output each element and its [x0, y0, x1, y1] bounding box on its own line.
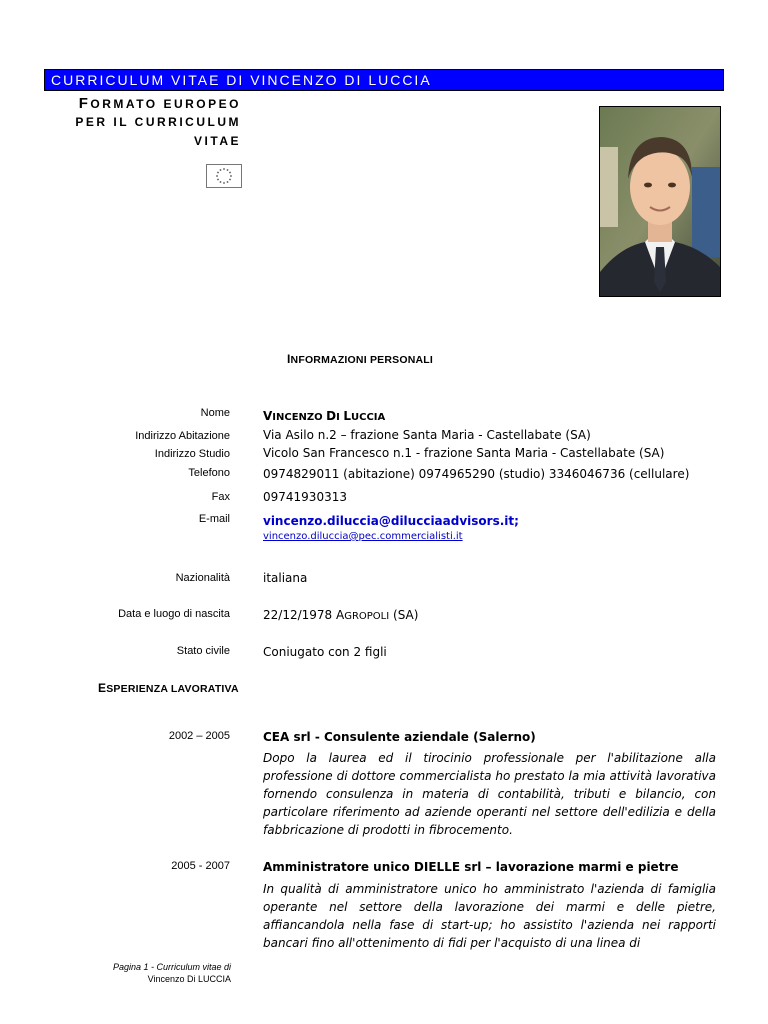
format-line-3: VITAE — [194, 134, 241, 148]
name-value: VINCENZO DI LUCCIA — [263, 409, 386, 423]
experience-title: Amministratore unico DIELLE srl – lavorazione marmi e pietre — [263, 860, 679, 874]
studio-address-value: Vicolo San Francesco n.1 - frazione Santa Maria - Castellabate (SA) — [263, 446, 665, 460]
phone-label: Telefono — [188, 467, 230, 479]
birth-label: Data e luogo di nascita — [118, 608, 230, 620]
civil-status-value: Coniugato con 2 figli — [263, 645, 387, 659]
nationality-label: Nazionalità — [175, 572, 230, 584]
name-label: Nome — [200, 407, 230, 419]
home-address-value: Via Asilo n.2 – frazione Santa Maria - Castellabate (SA) — [263, 428, 591, 442]
experience-description: In qualità di amministratore unico ho amministrato l'azienda di famiglia operante nel settore della lavorazione dei marmi e delle pietre, affiancandola nella fase di start-up; ho assistito l'azienda nei rapporti bancari fino all'ottenimento di fidi per l'acquisto di una linea di — [263, 882, 716, 950]
experience-period: 2005 - 2007 — [171, 860, 230, 872]
eu-flag-icon — [206, 164, 242, 188]
phone-value: 0974829011 (abitazione) 0974965290 (studio) 3346046736 (cellulare) — [263, 467, 690, 481]
nationality-value: italiana — [263, 571, 308, 585]
home-address-label: Indirizzo Abitazione — [135, 430, 230, 442]
studio-address-label: Indirizzo Studio — [154, 448, 230, 460]
civil-status-label: Stato civile — [176, 645, 230, 657]
work-experience-heading: ESPERIENZA LAVORATIVA — [98, 681, 239, 695]
page-footer: Pagina 1 - Curriculum vitae di Vincenzo Di LUCCIA — [112, 962, 231, 984]
fax-label: Fax — [211, 491, 230, 503]
experience-title: CEA srl - Consulente aziendale (Salerno) — [263, 730, 536, 744]
experience-period: 2002 – 2005 — [168, 730, 230, 742]
email-label: E-mail — [198, 513, 230, 525]
email-link-primary[interactable]: vincenzo.diluccia@dilucciaadvisors.it; — [263, 514, 519, 528]
cv-title-banner: CURRICULUM VITAE DI VINCENZO DI LUCCIA — [44, 69, 724, 91]
profile-photo — [599, 106, 721, 297]
fax-value: 09741930313 — [263, 490, 347, 504]
email-link-pec[interactable]: vincenzo.diluccia@pec.commercialisti.it — [263, 531, 463, 542]
format-line-2: PER IL CURRICULUM — [75, 115, 241, 129]
personal-info-heading: INFORMAZIONI PERSONALI — [287, 352, 433, 366]
birth-value: 22/12/1978 AGROPOLI (SA) — [263, 608, 419, 622]
experience-description: Dopo la laurea ed il tirocinio professionale per l'abilitazione alla professione di dottore commercialista ho prestato la mia attività lavorativa fornendo consulenza in materia di contabilità, tributi e bilancio, con particolare riferimento ad aziende operanti nel settore dell'edilizia e della fabbricazione di prodotti in fibrocemento. — [263, 751, 716, 837]
format-line-1: FORMATO EUROPEO — [78, 95, 241, 112]
